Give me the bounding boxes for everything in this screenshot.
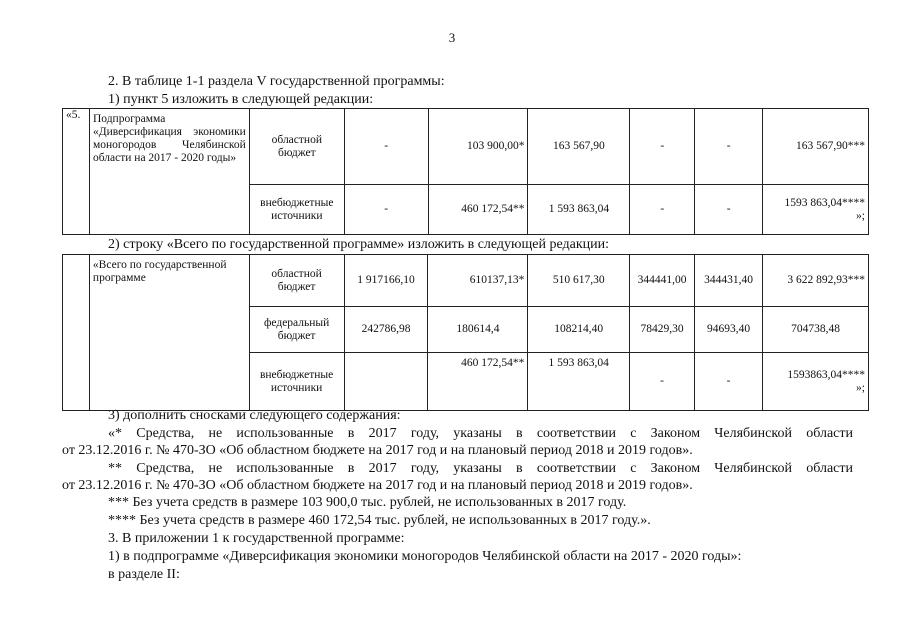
table-row (63, 255, 869, 307)
value-cell: - (695, 185, 763, 235)
source-cell: внебюджетные источники (249, 353, 344, 411)
total-name: «Всего по государственной программе (89, 255, 249, 411)
source-cell: областной бюджет (249, 109, 344, 185)
section-2-heading: в разделе II: (108, 567, 180, 582)
value-cell (763, 353, 869, 411)
intro-line-2: 1) пункт 5 изложить в следующей редакции: (108, 92, 374, 107)
row-number: «5. (63, 109, 90, 235)
closing-quote: »; (856, 209, 865, 222)
section-3: 3. В приложении 1 к государственной программе: (108, 531, 405, 546)
value-cell (763, 185, 869, 235)
notes-intro: 3) дополнить сносками следующего содержания: (108, 408, 401, 423)
value-cell: - (695, 353, 763, 411)
value-cell: 344431,40 (695, 255, 763, 307)
value-cell: 344441,00 (630, 255, 695, 307)
value-cell: 103 900,00* (428, 109, 528, 185)
value-cell: 510 617,30 (528, 255, 630, 307)
footnote-1-line-2: от 23.12.2016 г. № 470-ЗО «Об областном бюджете на 2017 год и на плановый период 2018 и 2019 годов». (62, 443, 693, 458)
value-cell: 460 172,54** (428, 353, 528, 411)
value-text: 1593863,04**** (787, 368, 865, 381)
value-cell (344, 353, 428, 411)
source-cell: внебюджетные источники (249, 185, 344, 235)
table-subprogram (62, 108, 869, 235)
footnote-4: **** Без учета средств в размере 460 172,54 тыс. рублей, не использованных в 2017 году.». (108, 513, 651, 528)
value-cell: 3 622 892,93*** (763, 255, 869, 307)
value-cell: 1 917166,10 (344, 255, 428, 307)
value-cell: 94693,40 (695, 307, 763, 353)
value-cell: 704738,48 (763, 307, 869, 353)
value-cell: 1 593 863,04 (528, 185, 630, 235)
value-cell: - (344, 109, 428, 185)
value-cell: - (630, 109, 695, 185)
value-cell: - (344, 185, 428, 235)
row-number (63, 255, 90, 411)
value-cell: 242786,98 (344, 307, 428, 353)
source-cell: федеральный бюджет (249, 307, 344, 353)
value-cell: 78429,30 (630, 307, 695, 353)
footnote-2-line-2: от 23.12.2016 г. № 470-ЗО «Об областном бюджете на 2017 год и на плановый период 2018 и 2019 годов». (62, 478, 693, 493)
value-cell: - (695, 109, 763, 185)
value-cell: 610137,13* (428, 255, 528, 307)
section-3-item-1: 1) в подпрограмме «Диверсификация экономики моногородов Челябинской области на 2017 - 2020 годы»: (108, 549, 742, 564)
table-total (62, 254, 869, 411)
source-cell: областной бюджет (249, 255, 344, 307)
mid-line: 2) строку «Всего по государственной программе» изложить в следующей редакции: (108, 237, 610, 252)
value-text: 1593 863,04**** (784, 196, 865, 209)
intro-line-1: 2. В таблице 1-1 раздела V государственной программы: (108, 74, 445, 89)
value-cell: 108214,40 (528, 307, 630, 353)
value-cell: 163 567,90 (528, 109, 630, 185)
table-row (63, 109, 869, 185)
footnote-1-line-1: «* Средства, не использованные в 2017 году, указаны в соответствии с Законом Челябинской области (108, 426, 853, 441)
value-cell: 180614,4 (428, 307, 528, 353)
value-cell: 163 567,90*** (763, 109, 869, 185)
footnote-3: *** Без учета средств в размере 103 900,0 тыс. рублей, не использованных в 2017 году. (108, 495, 627, 510)
closing-quote: »; (856, 381, 865, 394)
footnote-2-line-1: ** Средства, не использованные в 2017 году, указаны в соответствии с Законом Челябинской области (108, 461, 853, 476)
value-cell: - (630, 353, 695, 411)
value-cell: 460 172,54** (428, 185, 528, 235)
page-number: 3 (448, 30, 456, 45)
value-cell: 1 593 863,04 (528, 353, 630, 411)
subprogram-name: Подпрограмма «Диверсификация экономики моногородов Челябинской области на 2017 - 2020 годы» (89, 109, 249, 235)
value-cell: - (630, 185, 695, 235)
